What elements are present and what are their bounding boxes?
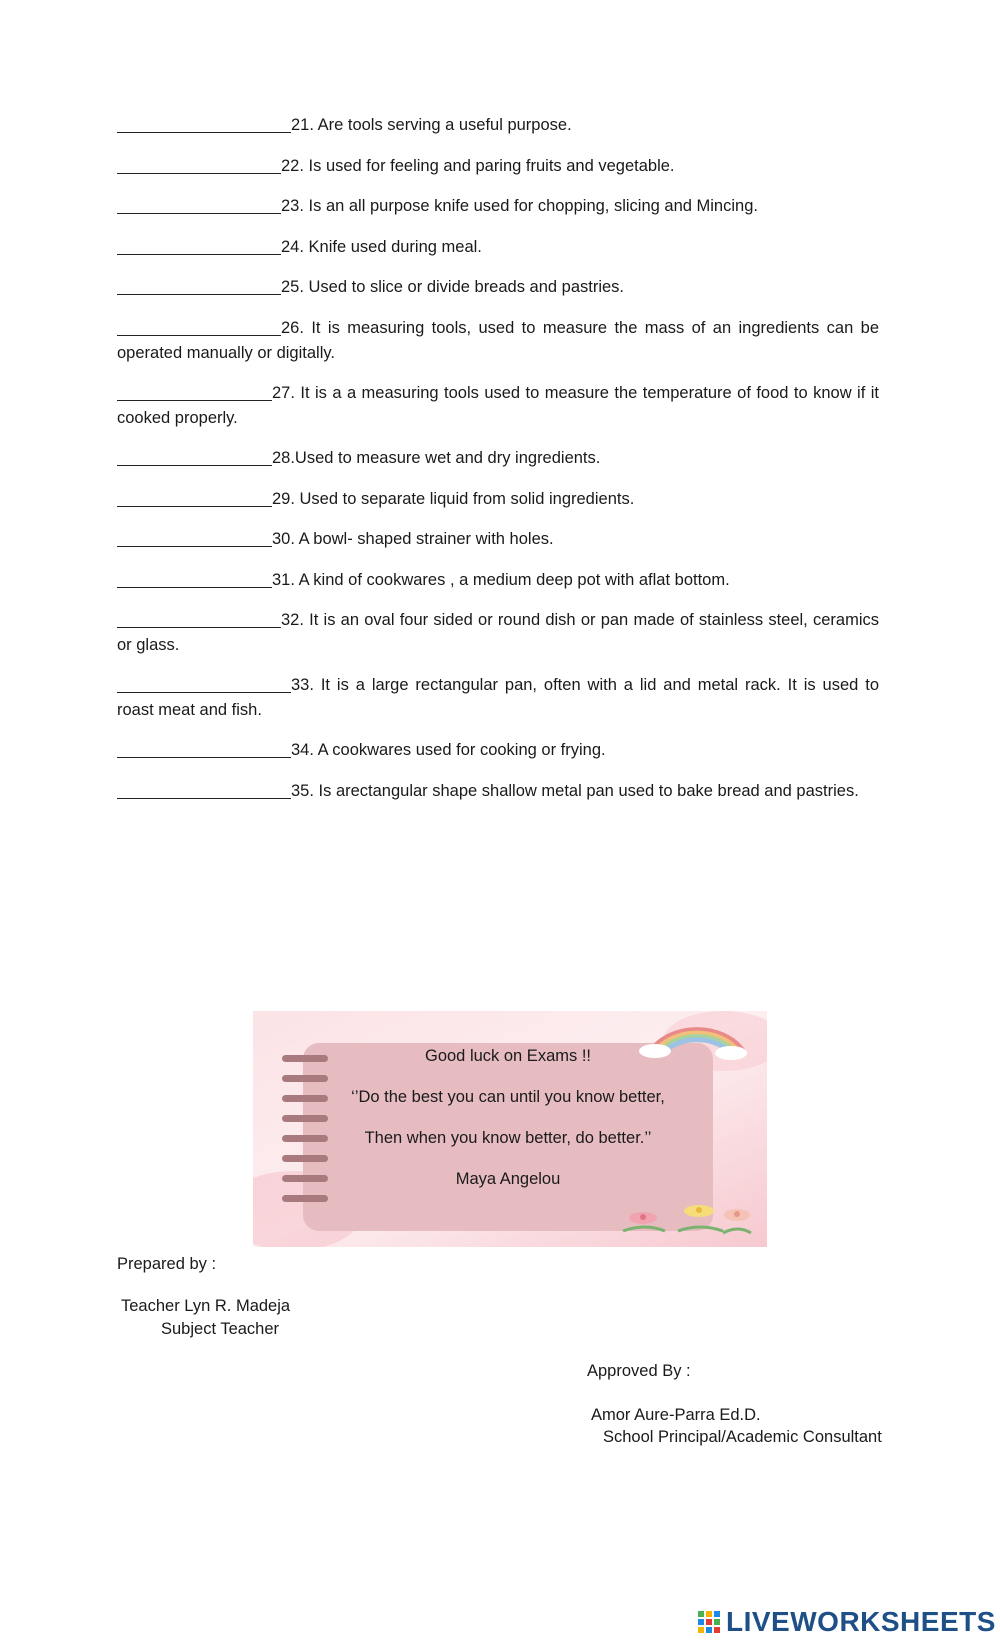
answer-blank[interactable]: [117, 155, 281, 174]
answer-blank[interactable]: [117, 739, 291, 758]
quote-line-1: ‘’Do the best you can until you know better,: [351, 1088, 665, 1106]
answer-blank[interactable]: [117, 114, 291, 133]
question-28: [117, 446, 879, 471]
answer-blank[interactable]: [117, 276, 281, 295]
answer-blank[interactable]: [117, 447, 272, 466]
answer-blank[interactable]: [117, 317, 281, 336]
preparer-role: Subject Teacher: [161, 1320, 280, 1338]
question-23: [117, 194, 879, 219]
question-24: [117, 235, 879, 260]
answer-blank[interactable]: [117, 609, 281, 628]
question-text: 30. A bowl- shaped strainer with holes.: [272, 530, 554, 548]
approved-by-label: Approved By :: [587, 1362, 691, 1380]
question-text: 25. Used to slice or divide breads and pastries.: [281, 278, 625, 296]
brand-name: LIVEWORKSHEETS: [726, 1606, 996, 1637]
question-text: 21. Are tools serving a useful purpose.: [291, 116, 572, 134]
question-text: 24. Knife used during meal.: [281, 238, 482, 256]
question-text: 22. Is used for feeling and paring fruits and vegetable.: [281, 157, 675, 175]
answer-blank[interactable]: [117, 382, 272, 401]
liveworksheets-logo: [697, 1606, 996, 1638]
question-text: 28.Used to measure wet and dry ingredients.: [272, 449, 601, 467]
question-25: [117, 275, 879, 300]
answer-blank[interactable]: [117, 195, 281, 214]
question-30: [117, 527, 879, 552]
answer-blank[interactable]: [117, 674, 291, 693]
answer-blank[interactable]: [117, 488, 272, 507]
question-29: [117, 487, 879, 512]
prepared-by-label: Prepared by :: [117, 1255, 217, 1273]
preparer-name: Teacher Lyn R. Madeja: [121, 1297, 291, 1315]
question-text: 26. It is measuring tools, used to measure the mass of an ingredients can be operated manually or digitally.: [117, 319, 879, 362]
question-22: [117, 154, 879, 179]
approver-name: Amor Aure-Parra Ed.D.: [591, 1406, 761, 1424]
card-heading: Good luck on Exams !!: [425, 1047, 591, 1065]
question-text: 32. It is an oval four sided or round dish or pan made of stainless steel, ceramics or glass.: [117, 611, 879, 654]
question-text: 31. A kind of cookwares , a medium deep pot with aflat bottom.: [272, 571, 730, 589]
question-text: 23. Is an all purpose knife used for chopping, slicing and Mincing.: [281, 197, 758, 215]
approver-role: School Principal/Academic Consultant: [603, 1428, 882, 1446]
question-33: [117, 673, 879, 723]
answer-blank[interactable]: [117, 236, 281, 255]
quote-author: Maya Angelou: [455, 1170, 561, 1188]
question-27: [117, 381, 879, 431]
question-text: 34. A cookwares used for cooking or frying.: [291, 741, 606, 759]
question-31: [117, 568, 879, 593]
quote-line-2: Then when you know better, do better.’’: [364, 1129, 652, 1147]
answer-blank[interactable]: [117, 780, 291, 799]
answer-blank[interactable]: [117, 569, 272, 588]
question-text: 33. It is a large rectangular pan, often with a lid and metal rack. It is used to roast meat and fish.: [117, 676, 879, 719]
question-26: [117, 316, 879, 366]
question-35: [117, 779, 879, 804]
question-21: [117, 113, 879, 138]
question-32: [117, 608, 879, 658]
quote-card: [253, 1011, 767, 1247]
question-34: [117, 738, 879, 763]
question-text: 27. It is a a measuring tools used to measure the temperature of food to know if it cooked properly.: [117, 384, 879, 427]
question-text: 35. Is arectangular shape shallow metal pan used to bake bread and pastries.: [291, 782, 859, 800]
answer-blank[interactable]: [117, 528, 272, 547]
logo-grid-icon: [697, 1610, 721, 1634]
question-text: 29. Used to separate liquid from solid ingredients.: [272, 490, 635, 508]
